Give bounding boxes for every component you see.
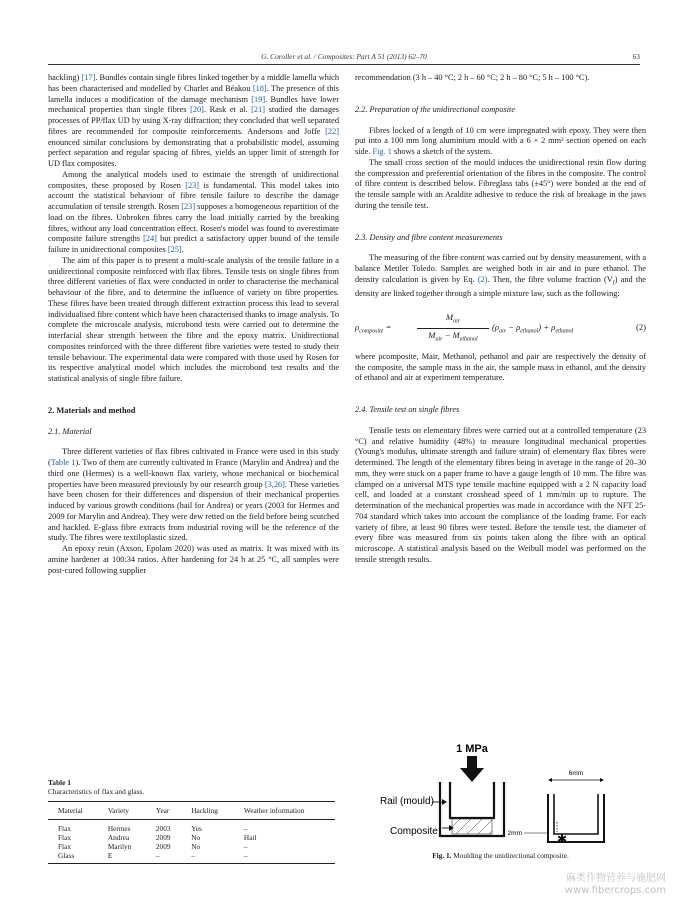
- paragraph: Tensile tests on elementary fibres were carried out at a controlled temperature (23 °C) and relative humidity (48%) to measure longitudinal mechanical properties (Young's modulus, ultimate strength and failure strain) of elementary flax fibres were determined. The length of the elementary fibres being in average in the range of 20–30 mm, they were stuck on a paper frame to have a gauge length of 10 mm. The fibre was clamped on a universal MTS type tensile machine equipped with a 2 N capacity load cell, and loaded at a constant crosshead speed of 1 mm/min up to rupture. The determination of the mechanical properties was made in accordance with the NFT 25-704 standard which takes into account the compliance of the loading frame. For each variety of fibre, at least 90 fibres were tested. Before the tensile test, the diameter of every fibre was measured from six points taken along the fibre with an optical microscope. A statistical analysis based on the Weibull model was performed on the tensile strength results.: [355, 425, 646, 564]
- table-cell: Marilyn: [107, 842, 132, 851]
- width-dimension-label: 6mm: [568, 770, 584, 777]
- table-caption: Table 1: [48, 778, 71, 787]
- table-row: [48, 820, 335, 834]
- table-cell: No: [191, 833, 201, 842]
- equation-lhs: $\rho_{composite}$ =: [355, 321, 392, 335]
- table-cell: E: [107, 851, 113, 860]
- table-cell: Hail: [243, 833, 257, 842]
- equation-number: (2): [635, 321, 646, 332]
- subsection-heading: 2.2. Preparation of the unidirectional composite: [355, 104, 516, 114]
- column-header: Weather information: [243, 806, 305, 815]
- table-cell: 2009: [155, 842, 171, 851]
- subsection-heading: 2.3. Density and fibre content measurements: [355, 232, 503, 242]
- table-cell: 2003: [155, 824, 171, 833]
- header-rule: [48, 64, 640, 65]
- paragraph: where ρcomposite, Mair, Methanol, ρethanol and ρair are respectively the density of the composite, the sample mass in the air, the sample mass in ethanol, and the density of ethanol and air at experiment temperature.: [355, 351, 646, 383]
- citation-link[interactable]: [25]: [167, 245, 182, 254]
- equation-2: [355, 312, 646, 342]
- equation-fraction: $M_{air}$ $M_{air} - M_{ethanol}$: [417, 312, 489, 346]
- table-cell: –: [243, 851, 248, 860]
- right-column: [355, 73, 646, 566]
- watermark: 麻类作物营养与施肥网 www.fibercrops.com: [564, 873, 666, 896]
- paragraph: The aim of this paper is to present a multi-scale analysis of the tensile failure in a unidirectional composite reinforced with flax fibres. Tensile tests on single fibres from three different varieties of flax were conducted in order to characterise the mechanical behaviour of the fibre, and to determine the influence of variety on fibre properties. These fibres have been treated through different extraction process this lead to several individualised fibre content which have been characterised thanks to image analysis. To complete the microscale analysis, microbond tests were carried out to determine the interfacial shear strength between the fibre and the epoxy matrix. Unidirectional composites reinforced with the three different fibre varieties were tested to study their tensile behaviour. The experimental data were compared with those used by Rosen for its respective analytical model which includes the microbond test results and the statistical analysis of single fibre failure.: [48, 255, 339, 383]
- citation-link[interactable]: [23]: [185, 180, 200, 190]
- running-header: [48, 52, 640, 61]
- citation-link[interactable]: [19]: [251, 94, 266, 104]
- citation-link[interactable]: [18]: [252, 83, 267, 93]
- paragraph: Fibres locked of a length of 10 cm were impregnated with epoxy. They were then put into a 100 mm long aluminium mould with a 6 × 2 mm² section opened on each side. Fig. 1 shows a sketch of the system.: [355, 125, 646, 156]
- pressure-label: 1 MPa: [456, 743, 488, 755]
- citation-link[interactable]: [17]: [81, 73, 96, 82]
- rail-label: Rail (mould): [380, 796, 434, 807]
- paragraph: hackling) [17]. Bundles contain single fibres linked together by a middle lamella which has been characterised and modelled by Charlet and Béakou [18]. The presence of this lamella induces a modification of the damage mechanism [19]. Bundles have lower mechanical properties than single fibres [20]. Rask et al. [21] studied the damages processes of PP/flax UD by using X-ray diffraction; they concluded that well separated fibres are recommended for composite reinforcements. Andersons and Joffe [22] enounced similar conclusions by demonstrating that a probabilistic model, assuming perfect separation and regular spacing of fibres, yields an upper limit of strength for UD flax composites.: [48, 73, 339, 168]
- column-header: Hackling: [191, 806, 218, 815]
- figure-caption: Fig. 1. Moulding the unidirectional composite.: [432, 851, 569, 860]
- table-header-row: [48, 802, 335, 820]
- column-header: Material: [58, 806, 83, 815]
- figure-1: [376, 742, 626, 854]
- subsection-heading: 2.4. Tensile test on single fibres: [355, 405, 460, 415]
- mould-diagram: [376, 742, 626, 854]
- citation-link[interactable]: [23]: [181, 202, 196, 211]
- left-column: [48, 73, 339, 576]
- paragraph: An epoxy resin (Axson, Epolam 2020) was used as matrix. It was mixed with its amine hardener at 100:34 ratios. After hardening for 24 h at 25 °C, all samples were post-cured following supplier: [48, 544, 339, 575]
- paragraph: Among the analytical models used to estimate the strength of unidirectional composites, these proposed by Rosen [23] is fundamental. This model takes into account the statistical behaviour of fibre tensile failure to describe the damage accumulation of tensile strength. Rosen [23] supposes a homogeneous repartition of the load on the fibres. Unbroken fibres carry the load initially carried by the breaking fibres, without any load concentration effect. Rosen's model was found to overestimate composite failure strengths [24] but predict a satisfactory upper bound of the tensile failure in unidirectional composites [25].: [48, 169, 339, 254]
- table-cell: –: [191, 851, 195, 860]
- paragraph: The small cross section of the mould induces the unidirectional resin flow during the compression and preferential orientation of the fibres in the composite. The control of fibre content is described below. Fibreglass tabs (±45°) were bonded at the end of the tensile sample with an Araldite adhesive to reduce the risk of breakage in the jaws during the tensile test.: [355, 157, 646, 210]
- page-number: 63: [632, 52, 640, 61]
- height-dimension-label: 2mm: [507, 830, 522, 837]
- section-marker-icon: ✱: [557, 832, 568, 846]
- column-header: Year: [155, 806, 170, 815]
- pressure-arrow-icon: [460, 756, 484, 782]
- table-cell: –: [243, 842, 248, 851]
- citation-link[interactable]: [20]: [190, 105, 204, 115]
- paragraph: The measuring of the fibre content was carried out by density measurement, with a balance Mettler Toledo. Samples are weighed both in air and in pure ethanol. The density calculation is given by Eq. (2). Then, the fibre volume fraction $(V_f)$ and the density are linked together through a simple mixture law, such as the following:: [355, 253, 646, 299]
- equation-link[interactable]: (2): [477, 274, 488, 284]
- table-cell: Flax: [58, 824, 71, 833]
- table-cell: –: [243, 824, 248, 833]
- table-cell: Flax: [58, 842, 71, 851]
- table-cell: Glass: [58, 851, 75, 860]
- table-cell: No: [191, 842, 201, 851]
- subsection-heading: 2.1. Material: [48, 426, 92, 436]
- paragraph: recommendation (3 h – 40 °C; 2 h – 60 °C; 2 h – 80 °C; 5 h – 100 °C).: [355, 73, 590, 82]
- table-cell: Yes: [191, 824, 202, 833]
- table-1: [48, 778, 335, 864]
- piston: [450, 782, 494, 818]
- table-link[interactable]: Table 1: [50, 458, 76, 467]
- table-row: [48, 833, 335, 842]
- running-title: G. Coroller et al. / Composites: Part A 51 (2013) 62–70: [261, 52, 427, 61]
- citation-link[interactable]: [3,26]: [264, 479, 285, 489]
- composite-label: Composite: [390, 826, 438, 837]
- table-cell: Hermes: [107, 824, 131, 833]
- table-cell: Flax: [58, 833, 71, 842]
- table-row: [48, 851, 335, 864]
- table-description: Characteristics of flax and glass.: [48, 787, 145, 796]
- paragraph: Three different varieties of flax fibres cultivated in France were used in this study (Table 1). Two of them are currently cultivated in France (Marylin and Andrea) and the third one (Hermes) is a well-known flax variety, whose mechanical or biochemical properties have been measured previously by our research group [3,26]. These varieties have been chosen for their differences and dispersion of their mechanical properties induced by various growth conditions (hail for Andrea) or years (2003 for Hermes and 2009 for Marylin and Andrea). They were dew retted on the field before being scutched and hackled. E-glass fibre extracts from industrial roving will be the reference of the study. The fibres were textiloplastic sized.: [48, 447, 339, 543]
- table-cell: Andrea: [107, 833, 130, 842]
- citation-link[interactable]: [22]: [325, 126, 339, 136]
- equation-rhs: $(\rho_{air} - \rho_{ethanol}) + \rho_{ethanol}$: [492, 321, 574, 335]
- section-heading: 2. Materials and method: [48, 405, 136, 415]
- table-cell: –: [155, 851, 160, 860]
- table-row: [48, 842, 335, 851]
- citation-link[interactable]: [21]: [251, 105, 265, 115]
- characteristics-table: [48, 801, 335, 864]
- citation-link[interactable]: [24]: [143, 234, 157, 244]
- table-cell: 2009: [155, 833, 171, 842]
- column-header: Variety: [107, 806, 129, 815]
- figure-link[interactable]: Fig. 1: [372, 147, 392, 156]
